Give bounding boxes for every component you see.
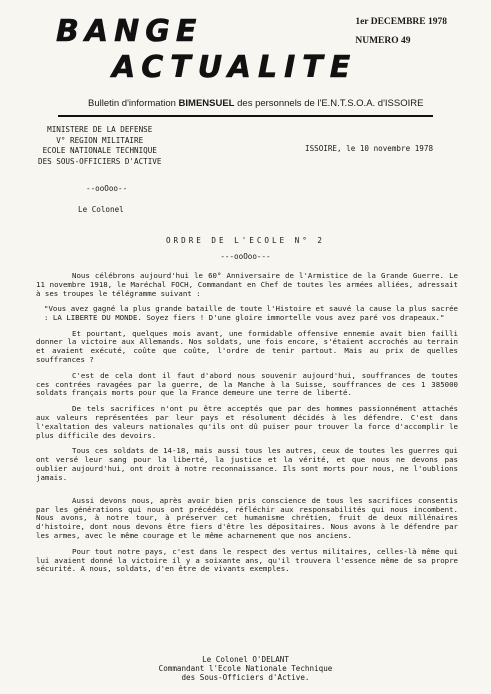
body-paragraph: Nous célébrons aujourd'hui le 60° Anniversaire de l'Armistice de la Grande Guerre. Le 11 novembre 1918, le Maréchal FOCH, Commandant en Chef de toutes les armées alliées, adressait à ses troupes le télégramme suivant : [36,271,458,298]
subtitle-bold: BIMENSUEL [178,98,235,109]
body-paragraph: De tels sacrifices n'ont pu être acceptés que par des hommes passionnément attachés aux valeurs représentées par leur pays et résolument décidés à les défendre. C'est dans l'exaltation des valeurs nationales qu'ils ont dû puiser pour trouver la force d'accomplir le plus difficile des devoirs. [36,403,458,440]
body-paragraph: Pour tout notre pays, c'est dans le respect des vertus militaires, celles-là même qui lui avaient donné la victoire il y a soixante ans, qu'il trouvera l'essence même de sa propre sécurité. A nous, soldats, d'en être de vivants exemples. [36,546,458,574]
masthead-title-line1: BANGE [56,14,203,49]
signature-line: des Sous-Officiers d'Active. [181,673,310,682]
issue-date: 1er DECEMBRE 1978 [355,17,447,27]
sender-block [38,125,161,167]
place-date: ISSOIRE, le 10 novembre 1978 [305,144,434,153]
order-body [36,272,458,581]
quote-paragraph: "Vous avez gagné la plus grande bataille de toute l'Histoire et sauvé la cause la plus sacrée : LA LIBERTE DU MONDE. Soyez fiers ! D'une gloire immortelle vous avez paré vos drapeaux." [44,304,458,323]
signature-block [0,655,491,682]
signature-line: Commandant l'Ecole Nationale Technique [158,664,333,673]
body-paragraph: Aussi devons nous, après avoir bien pris conscience de tous les sacrifices consentis par les générations qui nous ont précédés, réfléchir aux responsabilités qui nous incombent. Nous avons, à notre tour, à préserver cet humanisme chrétien, fruit de deux millénaires d'histoire, dont nous devons être fiers d'être les dépositaires. Nous avons à le défendre par les armes, avec le même courage et le même acharnement que nos anciens. [36,495,458,541]
sender-separator: --ooOoo-- [86,184,128,193]
issue-info [355,17,447,55]
masthead-title-line2: ACTUALITE [112,50,358,85]
header-divider [58,115,433,117]
sender-line: MINISTERE DE LA DEFENSE [47,125,153,134]
body-paragraph: Et pourtant, quelques mois avant, une formidable offensive ennemie avait bien failli donner la victoire aux Allemands. Nos soldats, une fois encore, s'étaient accrochés au terrain et avaient exécuté, coûte que coûte, l'ordre de tenir partout. Mais au prix de quelles souffrances ? [36,328,458,365]
order-title: ORDRE DE L'ECOLE N° 2 [165,236,325,245]
subtitle-prefix: Bulletin d'information [88,98,179,109]
sender-from: Le Colonel [78,205,124,214]
order-separator: ---ooOoo--- [220,252,271,261]
sender-line: DES SOUS-OFFICIERS D'ACTIVE [38,156,162,166]
subtitle-suffix: des personnels de l'E.N.T.S.O.A. d'ISSOIRE [234,98,424,109]
sender-line: V° REGION MILITAIRE [56,135,144,145]
body-paragraph: C'est de cela dont il faut d'abord nous souvenir aujourd'hui, souffrances de toutes ces contrées ravagées par la guerre, de la Manche à la Suisse, souffrances de ces 1 385000 soldats français morts pour que la France demeure une terre de liberté. [36,370,458,398]
issue-number: NUMERO 49 [355,36,411,46]
sender-line: ECOLE NATIONALE TECHNIQUE [42,146,157,155]
signature-line: Le Colonel O'DELANT [202,655,289,664]
masthead-subtitle [88,98,423,109]
body-paragraph: Tous ces soldats de 14-18, mais aussi tous les autres, ceux de toutes les guerres qui ont versé leur sang pour la liberté, la justice et la vérité, et que nous ne devons pas oublier aujourd'hui, ont droit à notre reconnaissance. Ils sont morts pour nous, ne l'oublions jamais. [36,446,458,482]
